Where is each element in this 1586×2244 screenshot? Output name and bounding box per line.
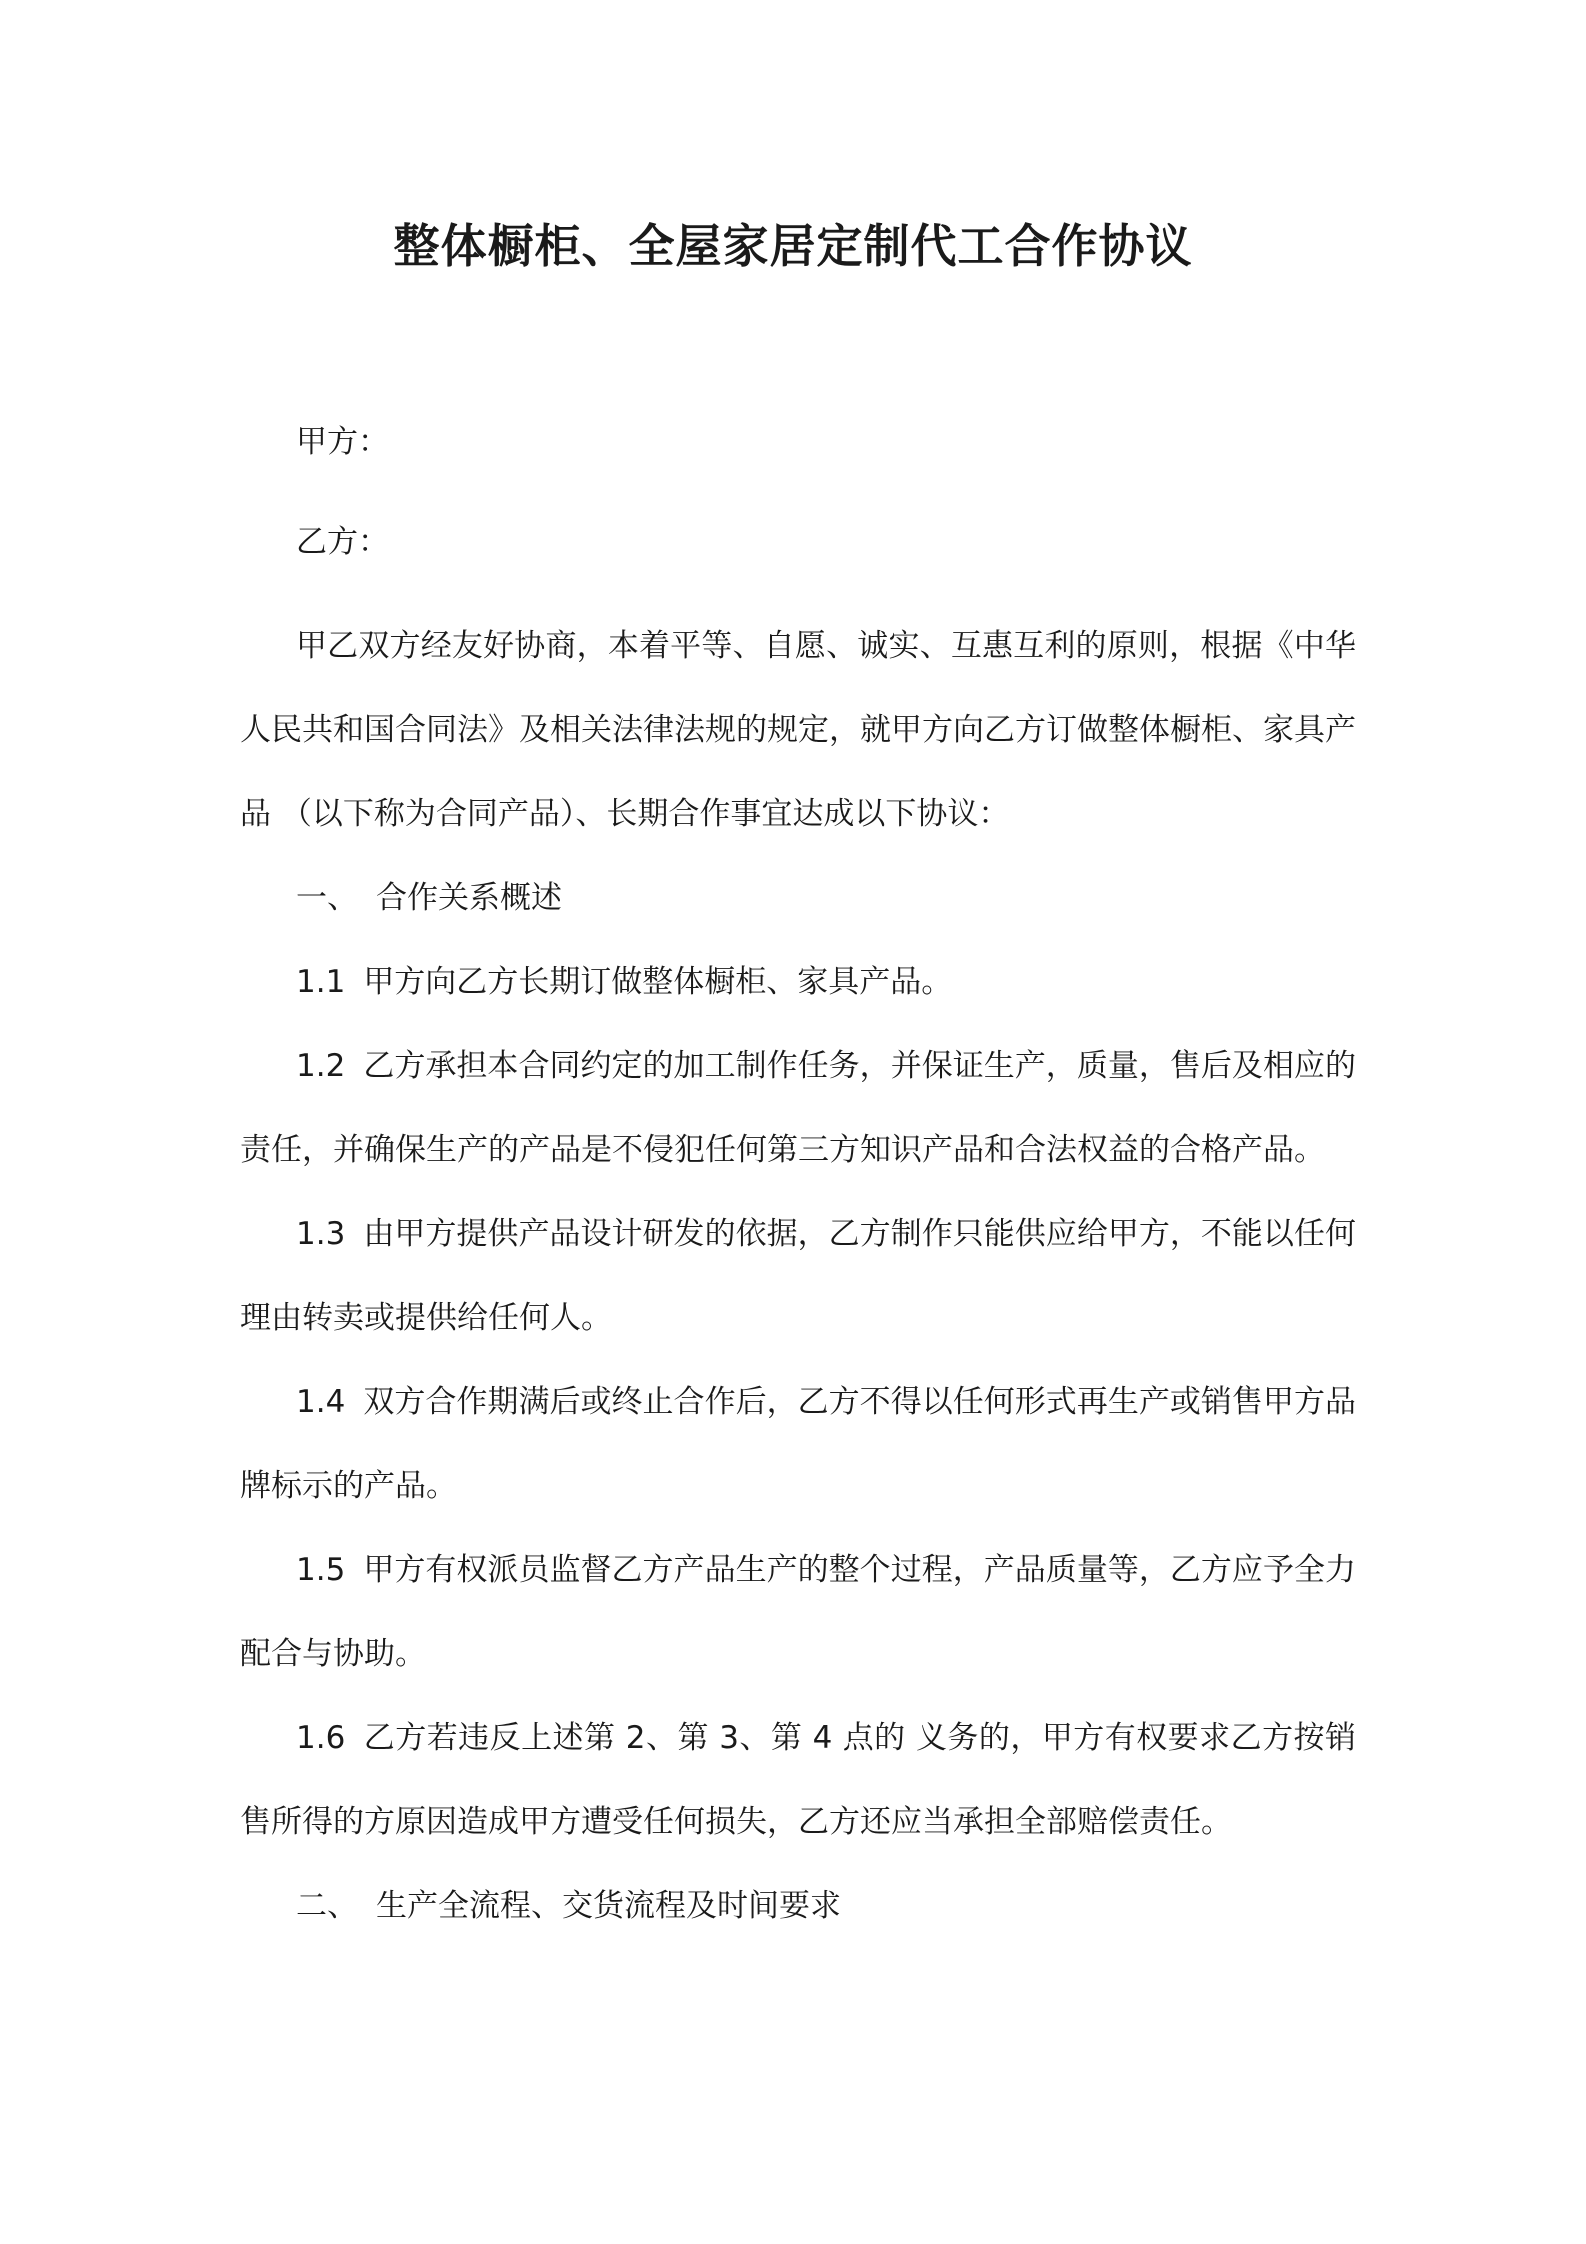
preamble-paragraph: 甲乙双方经友好协商，本着平等、自愿、诚实、互惠互利的原则，根据《中华人民共和国合同法》及相关法律法规的规定，就甲方向乙方订做整体橱柜、家具产品 （以下称为合同产品）、长期合作事宜达成以下协议：: [240, 628, 1356, 832]
clause-number: 1.4: [296, 1384, 346, 1420]
clause-paragraph: [240, 1360, 1356, 1528]
section-number: 二、: [296, 1888, 358, 1924]
document-title: 整体橱柜、全屋家居定制代工合作协议: [393, 219, 1193, 273]
section-heading-2: [240, 1864, 1356, 1948]
clause-number: 1.6: [296, 1720, 346, 1756]
clause-text: 由甲方提供产品设计研发的依据，乙方制作只能供应给甲方，不能以任何理由转卖或提供给任何人。: [240, 1216, 1356, 1336]
section-heading-1: [240, 856, 1356, 940]
section-number: 一、: [296, 880, 358, 916]
party-a-label: 甲方：: [296, 424, 389, 460]
clause-paragraph: [240, 1696, 1356, 1864]
clause-text: 甲方向乙方长期订做整体橱柜、家具产品。: [363, 964, 953, 1000]
clause-paragraph: [240, 1528, 1356, 1696]
section-title: 合作关系概述: [376, 880, 562, 916]
clause-text: 甲方有权派员监督乙方产品生产的整个过程，产品质量等，乙方应予全力配合与协助。: [240, 1552, 1356, 1672]
clause-text: 乙方若违反上述第 2、第 3、第 4 点的 义务的，甲方有权要求乙方按销售所得的方原因造成甲方遭受任何损失，乙方还应当承担全部赔偿责任。: [240, 1720, 1356, 1840]
clause-number: 1.2: [296, 1048, 346, 1084]
section-title: 生产全流程、交货流程及时间要求: [376, 1888, 841, 1924]
clause-number: 1.1: [296, 964, 346, 1000]
clause-paragraph: [240, 940, 1356, 1024]
clause-paragraph: [240, 1024, 1356, 1192]
clause-text: 双方合作期满后或终止合作后，乙方不得以任何形式再生产或销售甲方品牌标示的产品。: [240, 1384, 1356, 1504]
clause-number: 1.3: [296, 1216, 346, 1252]
document-body: [240, 420, 1356, 1948]
clause-paragraph: [240, 1192, 1356, 1360]
clause-number: 1.5: [296, 1552, 346, 1588]
party-b-label: 乙方：: [296, 524, 389, 560]
clause-text: 乙方承担本合同约定的加工制作任务，并保证生产，质量，售后及相应的责任，并确保生产的产品是不侵犯任何第三方知识产品和合法权益的合格产品。: [240, 1048, 1356, 1168]
